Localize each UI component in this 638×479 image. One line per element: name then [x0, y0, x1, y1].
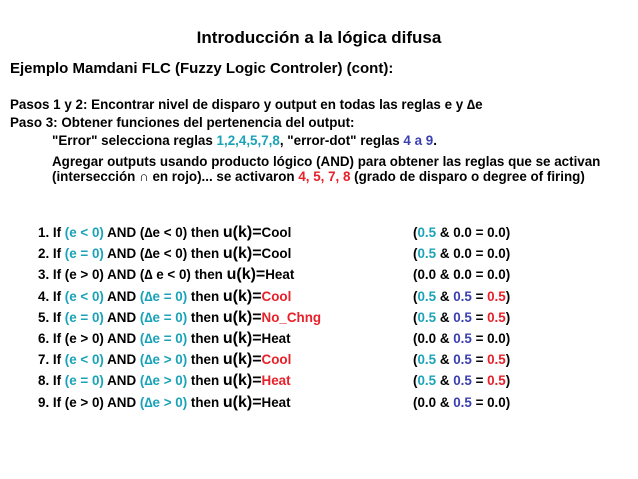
paren: ): [99, 373, 104, 389]
paren: (: [413, 246, 418, 262]
error-dot-rules: 4 a 9: [403, 133, 434, 148]
paren: (: [64, 309, 70, 325]
rule-number: 1. If: [38, 225, 65, 240]
paren: (: [413, 394, 418, 410]
rule-condition: [38, 393, 291, 413]
and-operator: &: [436, 267, 454, 283]
equals: =: [471, 331, 488, 346]
paren: (: [64, 373, 70, 389]
paren: ): [505, 309, 511, 325]
paren: ): [99, 309, 104, 325]
paren: ): [505, 394, 511, 410]
paren: (: [64, 225, 70, 240]
and-operator: &: [436, 288, 454, 304]
then-keyword: then: [187, 246, 223, 262]
error-dot-condition: ∆e > 0: [144, 394, 183, 410]
paren: (: [139, 352, 145, 368]
error-dot-condition: ∆e > 0: [144, 373, 183, 389]
paren: ): [99, 267, 104, 283]
paren: (: [64, 267, 70, 283]
firing-degree: 0.0: [487, 225, 506, 240]
rule-result: [413, 223, 510, 243]
output-value: Cool: [261, 288, 292, 304]
output-value: No_Chng: [261, 309, 322, 325]
error-dot-condition: ∆e > 0: [144, 352, 183, 368]
equals: =: [471, 246, 488, 262]
output-variable: u(k)=: [222, 393, 262, 411]
error-dot-degree: 0.0: [453, 225, 472, 240]
firing-degree: 0.0: [487, 246, 506, 262]
rule-condition: [38, 308, 321, 328]
equals: =: [471, 373, 488, 389]
error-dot-degree: 0.5: [453, 373, 472, 389]
firing-degree: 0.5: [487, 288, 506, 304]
equals: =: [471, 309, 488, 325]
rule-condition: [38, 350, 291, 370]
rule-result: [413, 371, 510, 391]
error-dot-condition: ∆e = 0: [144, 331, 183, 346]
paren: ): [182, 394, 188, 410]
error-condition: e > 0: [69, 394, 100, 410]
error-rules: 1,2,4,5,7,8: [216, 133, 280, 148]
output-value: Cool: [261, 352, 292, 368]
paren: (: [64, 288, 70, 304]
paren: (: [139, 373, 145, 389]
paren: ): [99, 225, 104, 240]
and-operator: &: [436, 246, 454, 262]
rule-result: [413, 265, 510, 285]
paren: (: [413, 373, 418, 389]
error-text-a: "Error" selecciona reglas: [52, 133, 217, 148]
paren: (: [64, 246, 70, 262]
paren: (: [64, 394, 70, 410]
rule-number: 2. If: [38, 246, 65, 262]
output-variable: u(k)=: [222, 351, 262, 369]
paren: ): [182, 352, 188, 368]
and-keyword: AND: [103, 331, 140, 346]
error-dot-degree: 0.5: [453, 394, 472, 410]
error-degree: 0.5: [417, 352, 437, 368]
error-condition: e < 0: [69, 352, 100, 368]
rule-number: 7. If: [38, 352, 65, 368]
output-variable: u(k)=: [222, 308, 262, 326]
error-dot-condition: ∆e < 0: [144, 225, 183, 240]
paren: (: [413, 288, 418, 304]
and-operator: &: [436, 373, 454, 389]
error-dot-condition: ∆e = 0: [144, 288, 183, 304]
firing-degree: 0.0: [487, 394, 506, 410]
and-operator: &: [436, 225, 454, 240]
paren: ): [505, 373, 511, 389]
paren: ): [99, 352, 104, 368]
rule-number: 9. If: [38, 394, 65, 410]
paren: ): [99, 394, 104, 410]
and-operator: &: [436, 394, 454, 410]
output-variable: u(k)=: [222, 224, 262, 241]
rule-condition: [38, 287, 291, 307]
aggregate-paragraph: [52, 154, 634, 184]
steps-1-2-line: Pasos 1 y 2: Encontrar nivel de disparo y output en todas las reglas e y ∆e: [10, 97, 483, 112]
error-degree: 0.5: [417, 225, 437, 240]
output-variable: u(k)=: [222, 245, 262, 263]
paren: (: [139, 246, 145, 262]
rule-result: [413, 350, 510, 370]
slide-title: Introducción a la lógica difusa: [196, 28, 442, 47]
paren: (: [139, 267, 145, 283]
paren: (: [139, 309, 145, 325]
error-degree: 0.5: [417, 373, 437, 389]
step-3-line: Paso 3: Obtener funciones del pertenencia del output:: [10, 115, 355, 130]
output-value: Cool: [261, 225, 292, 240]
paren: (: [413, 309, 418, 325]
and-keyword: AND: [103, 309, 140, 325]
paren: (: [64, 331, 70, 346]
output-value: Cool: [261, 246, 292, 262]
error-dot-condition: ∆ e < 0: [144, 267, 187, 283]
paren: (: [413, 267, 418, 283]
firing-degree: 0.0: [487, 331, 506, 346]
paren: ): [505, 246, 511, 262]
firing-degree: 0.5: [487, 352, 506, 368]
error-dot-condition: ∆e = 0: [144, 309, 183, 325]
firing-degree: 0.5: [487, 309, 506, 325]
and-keyword: AND: [103, 267, 140, 283]
paren: ): [182, 225, 188, 240]
error-degree: 0.0: [417, 267, 437, 283]
error-condition: e > 0: [69, 331, 100, 346]
output-variable: u(k)=: [222, 330, 262, 347]
error-degree: 0.0: [417, 331, 437, 346]
and-operator: &: [436, 331, 454, 346]
error-dot-degree: 0.0: [453, 246, 472, 262]
paren: (: [139, 288, 145, 304]
output-variable: u(k)=: [222, 287, 262, 305]
output-variable: u(k)=: [222, 372, 262, 390]
firing-degree: 0.0: [487, 267, 506, 283]
paren: ): [186, 267, 191, 283]
error-dot-degree: 0.0: [453, 267, 472, 283]
paren: ): [99, 331, 104, 346]
rule-number: 3. If: [38, 267, 65, 283]
error-degree: 0.0: [417, 394, 437, 410]
rule-result: [413, 308, 510, 328]
error-degree: 0.5: [417, 288, 437, 304]
rule-condition: [38, 223, 291, 243]
rule-result: [413, 287, 510, 307]
paren: ): [182, 288, 188, 304]
and-operator: &: [436, 352, 454, 368]
equals: =: [471, 352, 488, 368]
error-text-c: , "error-dot" reglas: [279, 133, 404, 148]
rule-number: 6. If: [38, 331, 65, 346]
error-condition: e > 0: [69, 267, 100, 283]
equals: =: [471, 394, 488, 410]
error-dot-condition: ∆e < 0: [144, 246, 183, 262]
paren: (: [64, 352, 70, 368]
then-keyword: then: [187, 394, 223, 410]
and-keyword: AND: [103, 352, 140, 368]
rule-condition: [38, 329, 291, 349]
and-keyword: AND: [103, 394, 140, 410]
then-keyword: then: [187, 288, 223, 304]
paren: (: [139, 225, 145, 240]
then-keyword: then: [187, 352, 223, 368]
paren: ): [99, 288, 104, 304]
paren: ): [182, 373, 188, 389]
and-keyword: AND: [103, 373, 140, 389]
paren: (: [413, 225, 418, 240]
equals: =: [471, 225, 488, 240]
rule-number: 5. If: [38, 309, 65, 325]
output-value: Heat: [261, 373, 291, 389]
and-keyword: AND: [103, 246, 140, 262]
paren: ): [182, 246, 188, 262]
equals: =: [471, 267, 488, 283]
output-variable: u(k)=: [226, 266, 266, 284]
error-condition: e = 0: [69, 373, 100, 389]
paren: ): [505, 288, 511, 304]
paren: (: [139, 331, 145, 346]
rule-condition: [38, 244, 291, 264]
then-keyword: then: [187, 373, 223, 389]
rule-result: [413, 244, 510, 264]
error-dot-degree: 0.5: [453, 331, 472, 346]
and-keyword: AND: [103, 288, 140, 304]
paren: ): [505, 352, 511, 368]
error-degree: 0.5: [417, 246, 437, 262]
paren: (: [413, 331, 418, 346]
rule-result: [413, 329, 510, 349]
error-degree: 0.5: [417, 309, 437, 325]
error-dot-degree: 0.5: [453, 309, 472, 325]
then-keyword: then: [187, 331, 223, 346]
rule-number: 8. If: [38, 373, 65, 389]
paren: ): [182, 331, 188, 346]
output-value: Heat: [261, 331, 291, 346]
then-keyword: then: [190, 267, 227, 283]
rule-result: [413, 393, 510, 413]
fired-rules: 4, 5, 7, 8: [298, 169, 351, 184]
error-condition: e < 0: [69, 288, 100, 304]
then-keyword: then: [187, 225, 223, 240]
and-operator: &: [436, 309, 454, 325]
firing-degree: 0.5: [487, 373, 506, 389]
paren: ): [99, 246, 104, 262]
paren: ): [505, 331, 511, 346]
paren: (: [413, 352, 418, 368]
paren: ): [182, 309, 188, 325]
error-text-e: .: [433, 133, 437, 148]
error-condition: e < 0: [69, 225, 100, 240]
paren: ): [505, 267, 511, 283]
and-keyword: AND: [103, 225, 140, 240]
error-condition: e = 0: [69, 246, 100, 262]
error-dot-degree: 0.5: [453, 352, 472, 368]
error-selection-line: [52, 133, 437, 148]
slide-subtitle: Ejemplo Mamdani FLC (Fuzzy Logic Controler) (cont):: [10, 60, 394, 77]
paren: (: [139, 394, 145, 410]
rule-condition: [38, 265, 294, 285]
output-value: Heat: [265, 267, 295, 283]
aggregate-text-a: Agregar outputs usando producto lógico (AND) para obtener las reglas que se activan (intersección ∩ en rojo)... se activaron: [52, 154, 601, 184]
paren: ): [505, 225, 511, 240]
error-dot-degree: 0.5: [453, 288, 472, 304]
rule-condition: [38, 371, 291, 391]
aggregate-text-c: (grado de disparo o degree of firing): [350, 169, 585, 184]
rule-number: 4. If: [38, 288, 65, 304]
error-condition: e = 0: [69, 309, 100, 325]
then-keyword: then: [187, 309, 223, 325]
equals: =: [471, 288, 488, 304]
output-value: Heat: [261, 394, 291, 410]
